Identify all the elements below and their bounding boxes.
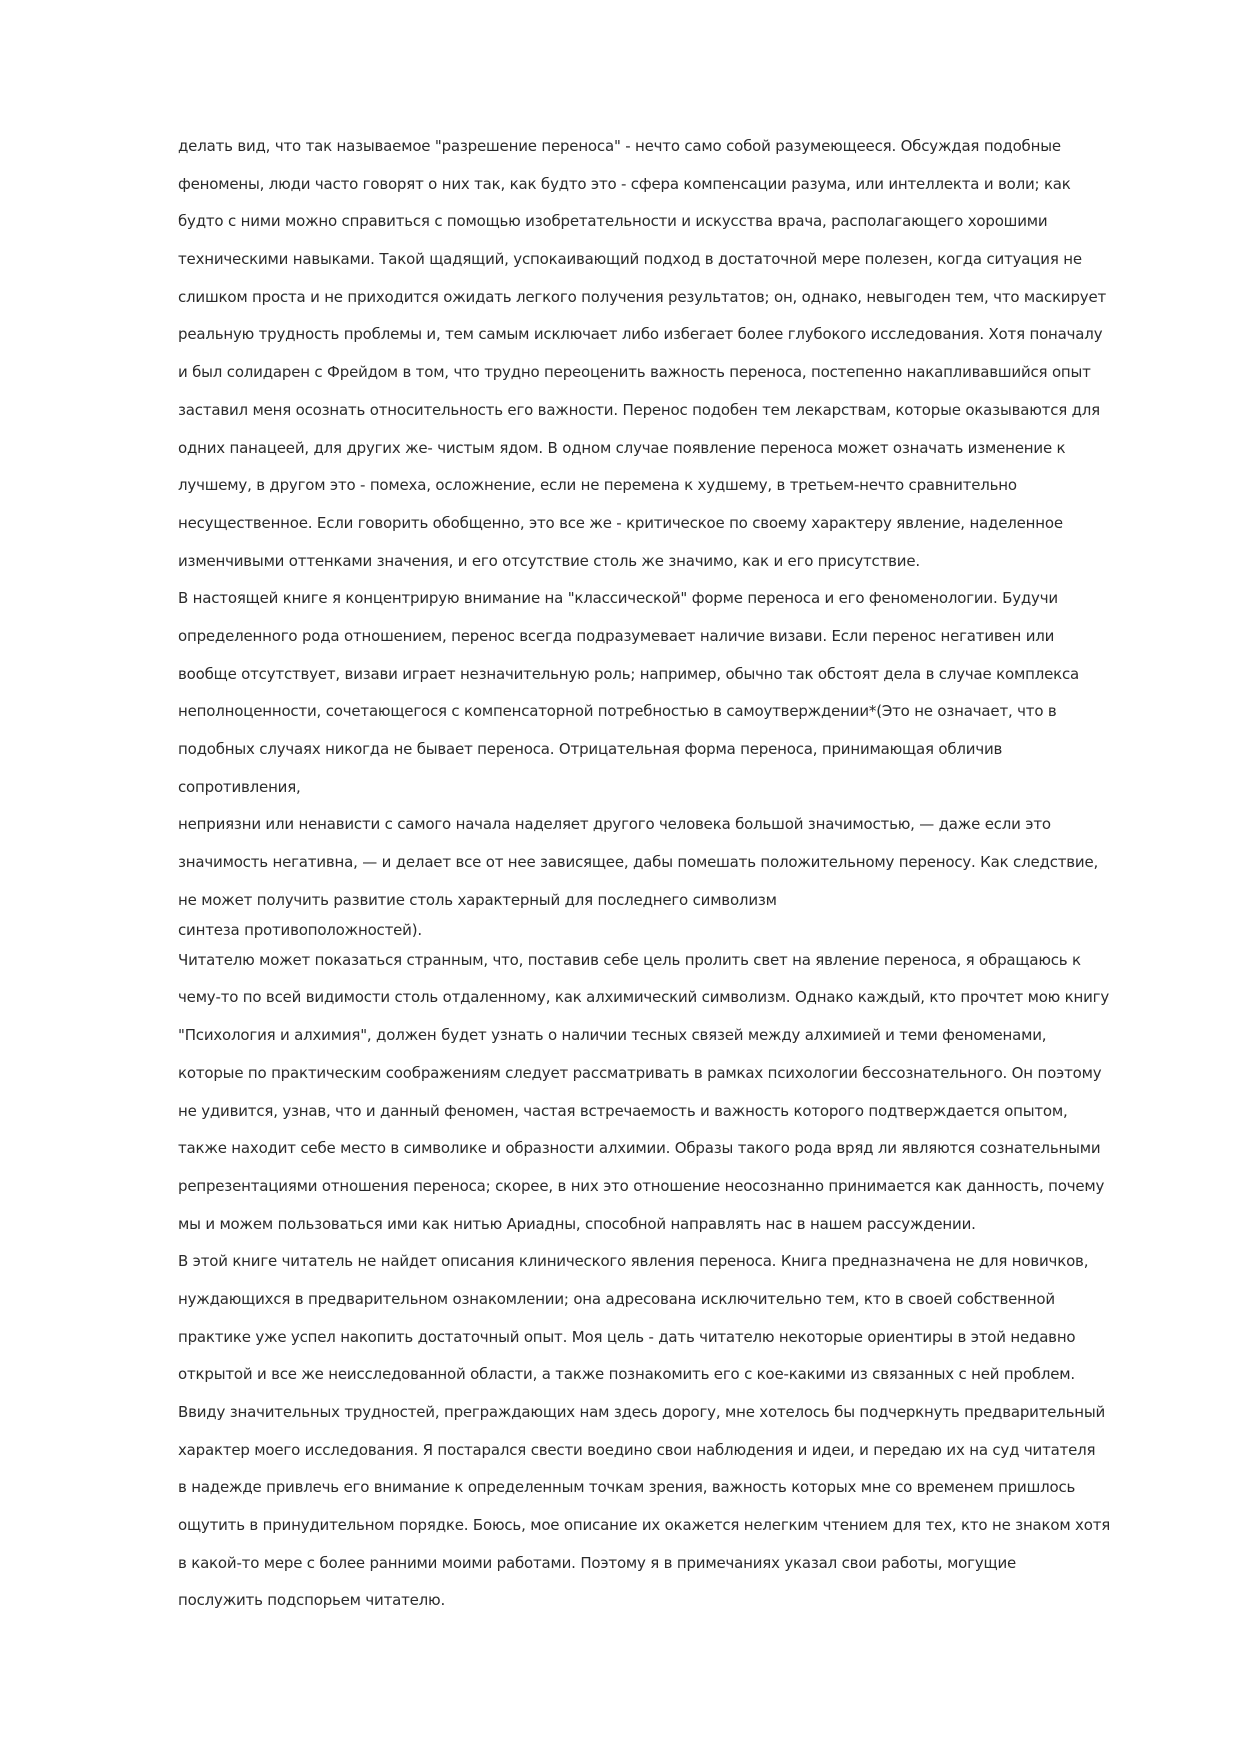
text-line: ощутить в принудительном порядке. Боюсь, мое описание их окажется нелегким чтением для тех, кто не знаком хотя [178, 1516, 1111, 1535]
text-line: слишком проста и не приходится ожидать легкого получения результатов; он, однако, невыгоден тем, что маскирует [178, 287, 1107, 306]
text-line: неполноценности, сочетающегося с компенсаторной потребностью в самоутверждении*(Это не означает, что в [178, 702, 1057, 721]
text-line: Читателю может показаться странным, что, поставив себе цель пролить свет на явление переноса, я обращаюсь к [178, 950, 1081, 969]
text-line: значимость негативна, — и делает все от нее зависящее, дабы помешать положительному переносу. Как следствие, [178, 853, 1099, 872]
text-line: в какой-то мере с более ранними моими работами. Поэтому я в примечаниях указал свои работы, могущие [178, 1553, 1017, 1572]
text-line: несущественное. Если говорить обобщенно, это все же - критическое по своему характеру явление, наделенное [178, 513, 1063, 532]
text-line: и был солидарен с Фрейдом в том, что трудно переоценить важность переноса, постепенно накапливавшийся опыт [178, 363, 1091, 382]
text-line: репрезентациями отношения переноса; скорее, в них это отношение неосознанно принимается как данность, почему [178, 1176, 1105, 1195]
text-line: будто с ними можно справиться с помощью изобретательности и искусства врача, располагающего хорошими [178, 212, 1048, 231]
text-line: сопротивления, [178, 777, 301, 796]
text-line: которые по практическим соображениям следует рассматривать в рамках психологии бессознательного. Он поэтому [178, 1063, 1102, 1082]
text-line: вообще отсутствует, визави играет незначительную роль; например, обычно так обстоят дела в случае комплекса [178, 664, 1080, 683]
text-line: "Психология и алхимия", должен будет узнать о наличии тесных связей между алхимией и теми феноменами, [178, 1026, 1047, 1045]
text-line: открытой и все же неисследованной области, а также познакомить его с кое-какими из связанных с ней проблем. [178, 1365, 1075, 1384]
text-line: мы и можем пользоваться ими как нитью Ариадны, способной направлять нас в нашем рассуждении. [178, 1214, 976, 1233]
text-line: не может получить развитие столь характерный для последнего символизм [178, 890, 777, 909]
text-line: в надежде привлечь его внимание к определенным точкам зрения, важность которых мне со временем пришлось [178, 1478, 1076, 1497]
text-line: реальную трудность проблемы и, тем самым исключает либо избегает более глубокого исследования. Хотя поначалу [178, 325, 1103, 344]
text-line: послужить подспорьем читателю. [178, 1591, 446, 1610]
body-text [178, 128, 1178, 1620]
text-line: В настоящей книге я концентрирую внимание на "классической" форме переноса и его феноменологии. Будучи [178, 589, 1058, 608]
text-line: техническими навыками. Такой щадящий, успокаивающий подход в достаточной мере полезен, когда ситуация не [178, 250, 1082, 269]
text-line: феномены, люди часто говорят о них так, как будто это - сфера компенсации разума, или интеллекта и воли; как [178, 174, 1071, 193]
text-line: определенного рода отношением, перенос всегда подразумевает наличие визави. Если перенос негативен или [178, 626, 1055, 645]
text-line: подобных случаях никогда не бывает переноса. Отрицательная форма переноса, принимающая обличив [178, 740, 1003, 758]
text-line: характер моего исследования. Я постарался свести воедино свои наблюдения и идеи, и передаю их на суд читателя [178, 1440, 1096, 1459]
text-line: чему-то по всей видимости столь отдаленному, как алхимический символизм. Однако каждый, кто прочтет мою книгу [178, 988, 1110, 1007]
text-line: Ввиду значительных трудностей, преграждающих нам здесь дорогу, мне хотелось бы подчеркнуть предварительный [178, 1403, 1106, 1421]
text-line: одних панацеей, для других же- чистым ядом. В одном случае появление переноса может означать изменение к [178, 438, 1066, 457]
text-line: синтеза противоположностей). [178, 920, 422, 939]
text-line: не удивится, узнав, что и данный феномен, частая встречаемость и важность которого подтверждается опытом, [178, 1101, 1068, 1120]
text-line: практике уже успел накопить достаточный опыт. Моя цель - дать читателю некоторые ориентиры в этой недавно [178, 1327, 1076, 1346]
text-line: нуждающихся в предварительном ознакомлении; она адресована исключительно тем, кто в своей собственной [178, 1289, 1055, 1308]
text-line: лучшему, в другом это - помеха, осложнение, если не перемена к худшему, в третьем-нечто сравнительно [178, 476, 1017, 495]
text-line: делать вид, что так называемое "разрешение переноса" - нечто само собой разумеющееся. Обсуждая подобные [178, 137, 1061, 155]
text-line: изменчивыми оттенками значения, и его отсутствие столь же значимо, как и его присутствие. [178, 551, 920, 570]
text-line: В этой книге читатель не найдет описания клинического явления переноса. Книга предназначена не для новичков, [178, 1252, 1089, 1271]
text-line: неприязни или ненависти с самого начала наделяет другого человека большой значимостью, — даже если это [178, 815, 1051, 834]
text-line: заставил меня осознать относительность его важности. Перенос подобен тем лекарствам, которые оказываются для [178, 400, 1101, 419]
text-line: также находит себе место в символике и образности алхимии. Образы такого рода вряд ли являются сознательными [178, 1139, 1101, 1158]
